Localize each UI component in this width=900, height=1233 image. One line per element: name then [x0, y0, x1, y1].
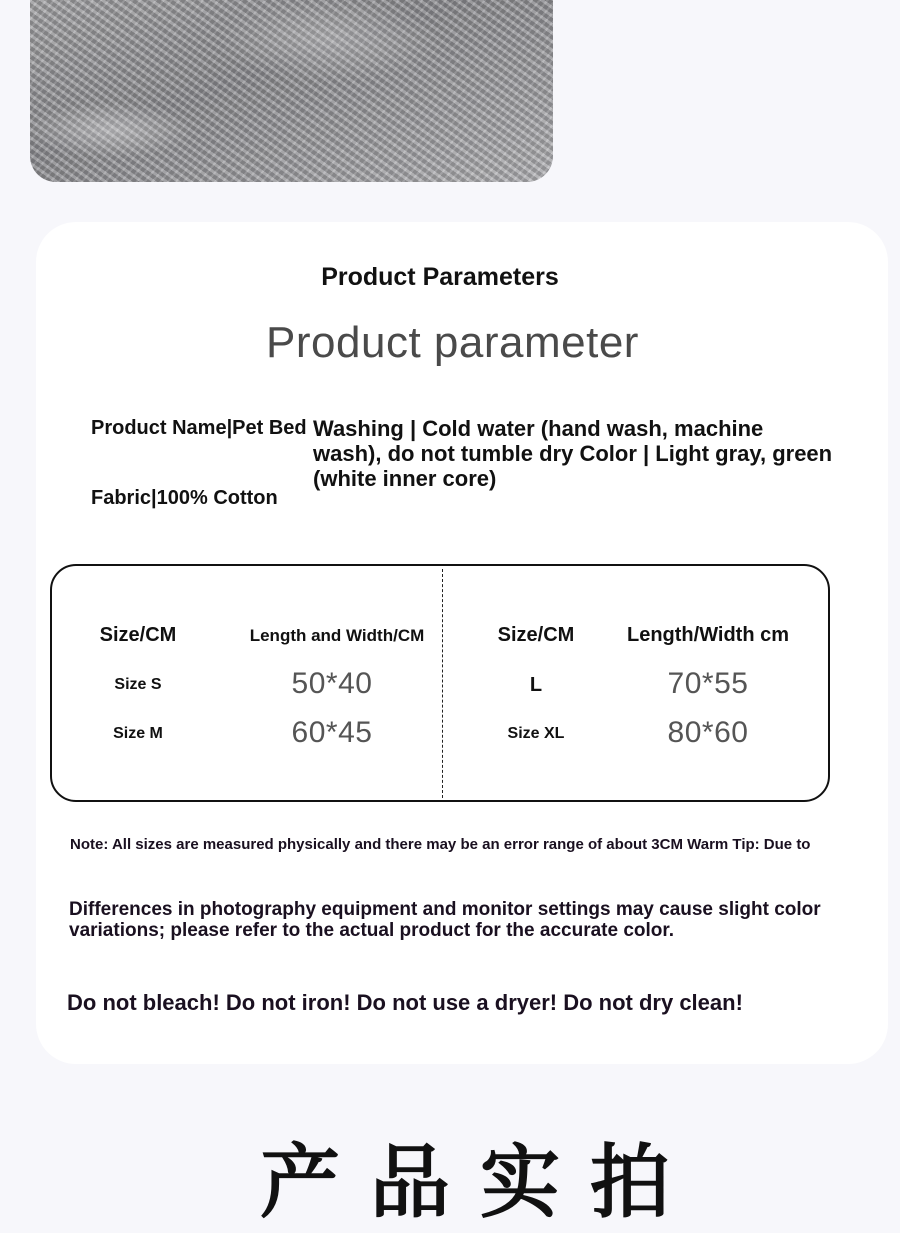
dims-header-right: Length/Width cm: [626, 624, 790, 646]
dims-header-left: Length and Width/CM: [249, 626, 425, 645]
dims-value-xl: 80*60: [667, 716, 749, 749]
size-label-m: Size M: [113, 725, 163, 742]
size-header-left: Size/CM: [99, 624, 177, 646]
param-washing-color: Washing | Cold water (hand wash, machine wash), do not tumble dry Color | Light gray, green (white inner core): [313, 416, 833, 491]
size-label-s: Size S: [114, 676, 162, 693]
real-shot-heading: 产品实拍: [260, 1136, 700, 1229]
param-product-name: Product Name|Pet Bed: [91, 417, 307, 439]
product-photo-fleece: [30, 0, 553, 182]
size-label-xl: Size XL: [507, 725, 565, 742]
dims-value-s: 50*40: [291, 667, 373, 700]
section-title: Product Parameters: [321, 263, 559, 291]
size-note: Note: All sizes are measured physically and there may be an error range of about 3CM Warm Tip: Due to: [70, 836, 811, 853]
section-subtitle: Product parameter: [266, 318, 639, 367]
color-disclaimer: Differences in photography equipment and monitor settings may cause slight color variations; please refer to the actual product for the accurate color.: [69, 899, 821, 941]
dims-value-l: 70*55: [667, 667, 749, 700]
size-header-right: Size/CM: [497, 624, 575, 646]
size-label-l: L: [529, 674, 543, 696]
care-instructions: Do not bleach! Do not iron! Do not use a dryer! Do not dry clean!: [67, 990, 743, 1015]
dims-value-m: 60*45: [291, 716, 373, 749]
param-fabric: Fabric|100% Cotton: [91, 487, 278, 509]
size-table-divider: [442, 569, 443, 798]
